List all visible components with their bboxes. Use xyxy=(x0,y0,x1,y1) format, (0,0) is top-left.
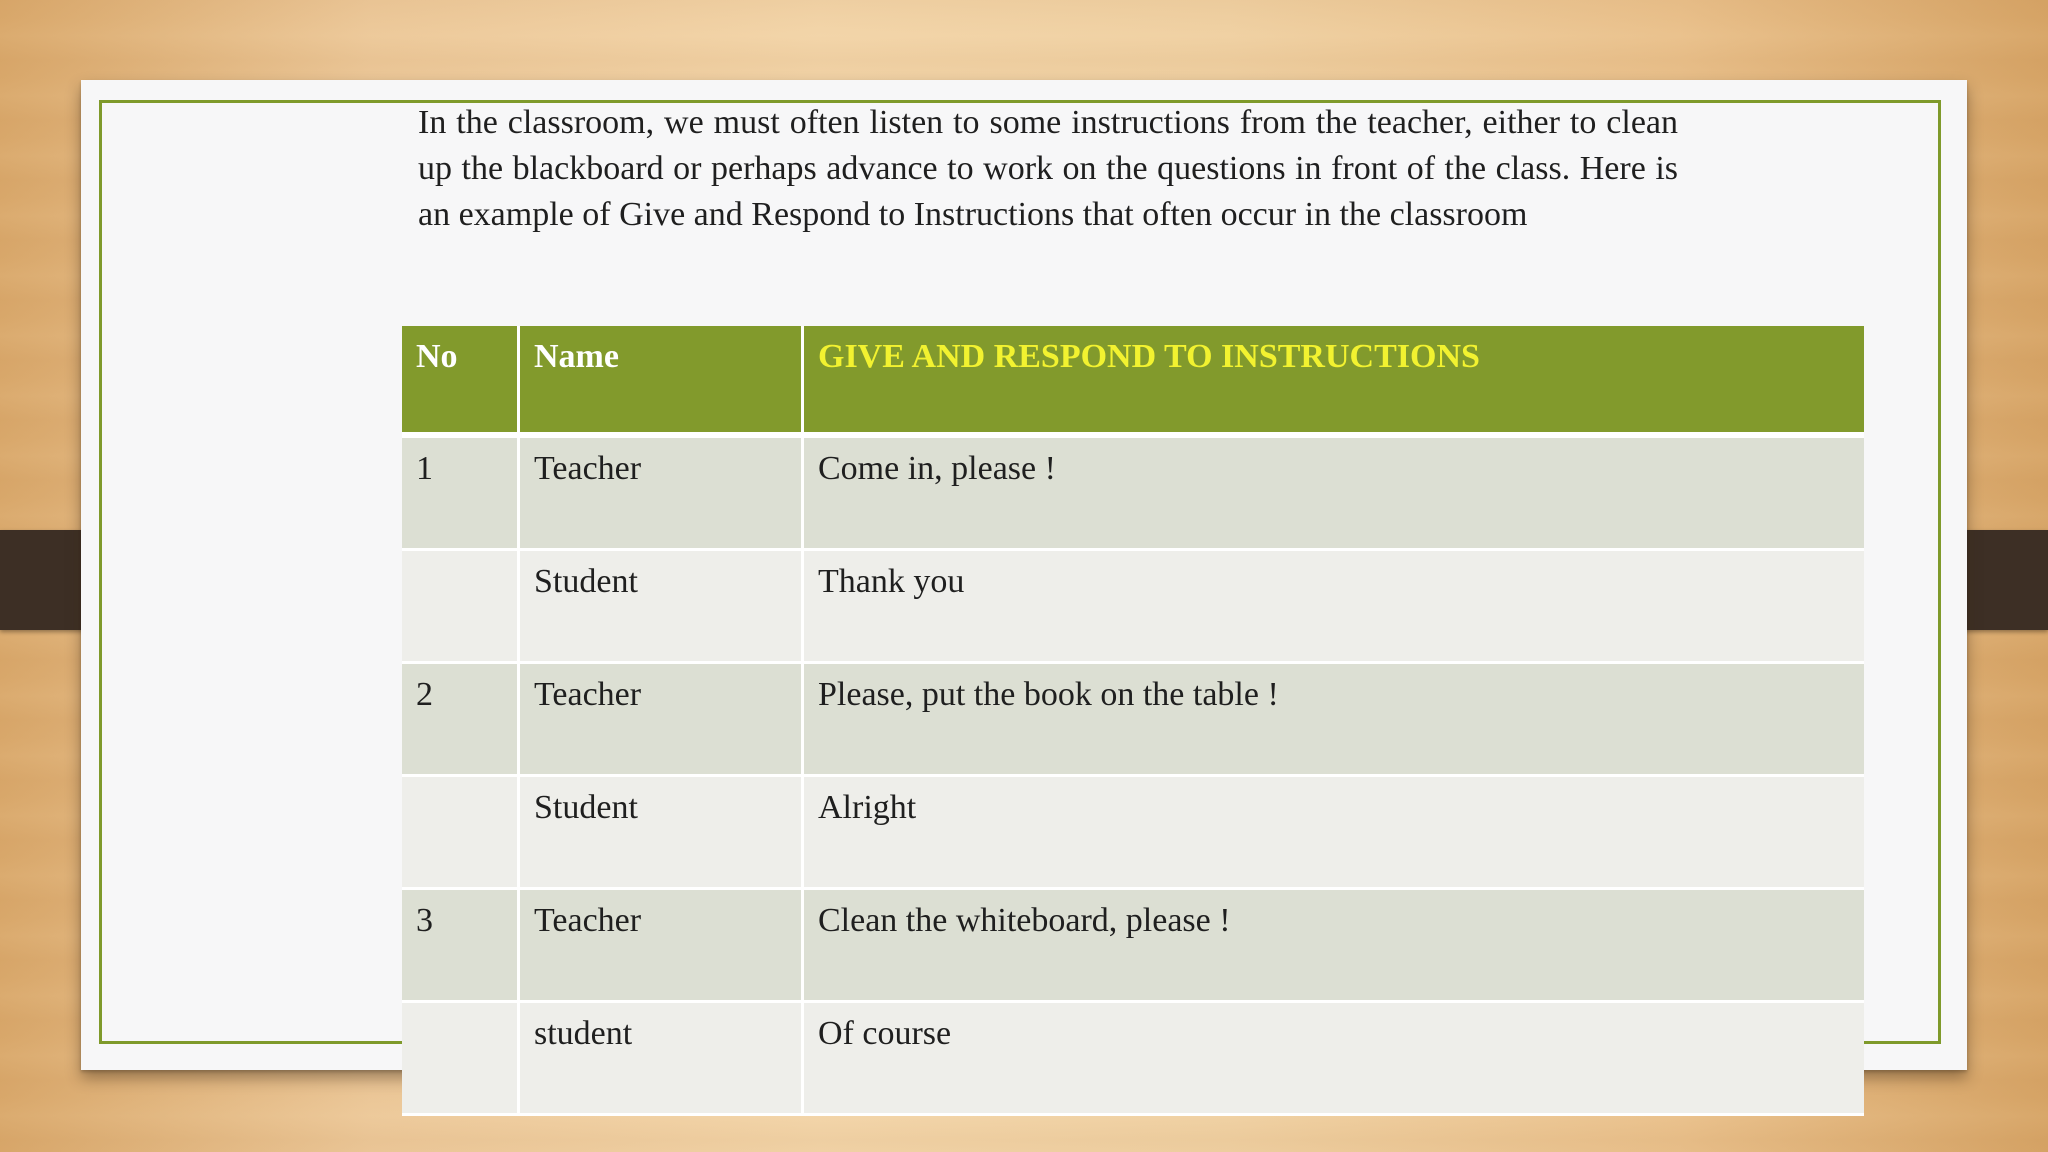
table-row xyxy=(402,1003,1864,1116)
table-header-row xyxy=(402,326,1864,438)
row-number: 1 xyxy=(402,438,520,551)
row-number xyxy=(402,551,520,664)
header-no: No xyxy=(402,326,520,438)
row-number xyxy=(402,777,520,890)
row-utterance: Of course xyxy=(804,1003,1864,1116)
row-speaker: Teacher xyxy=(520,890,804,1003)
table-row xyxy=(402,438,1864,551)
table-row xyxy=(402,777,1864,890)
table-row xyxy=(402,664,1864,777)
header-instructions: GIVE AND RESPOND TO INSTRUCTIONS xyxy=(804,326,1864,438)
row-speaker: student xyxy=(520,1003,804,1116)
row-utterance: Alright xyxy=(804,777,1864,890)
intro-paragraph: In the classroom, we must often listen to some instructions from the teacher, either to clean up the blackboard or perhaps advance to work on the questions in front of the class. Here is an example of Give and Respond to Instructions that often occur in the classroom xyxy=(418,104,1678,233)
row-number: 2 xyxy=(402,664,520,777)
row-speaker: Teacher xyxy=(520,664,804,777)
table-row xyxy=(402,551,1864,664)
row-number: 3 xyxy=(402,890,520,1003)
row-utterance: Please, put the book on the table ! xyxy=(804,664,1864,777)
instructions-table xyxy=(402,326,1864,1116)
table-row xyxy=(402,890,1864,1003)
row-speaker: Teacher xyxy=(520,438,804,551)
row-utterance: Come in, please ! xyxy=(804,438,1864,551)
row-speaker: Student xyxy=(520,551,804,664)
row-speaker: Student xyxy=(520,777,804,890)
row-number xyxy=(402,1003,520,1116)
header-name: Name xyxy=(520,326,804,438)
row-utterance: Thank you xyxy=(804,551,1864,664)
row-utterance: Clean the whiteboard, please ! xyxy=(804,890,1864,1003)
